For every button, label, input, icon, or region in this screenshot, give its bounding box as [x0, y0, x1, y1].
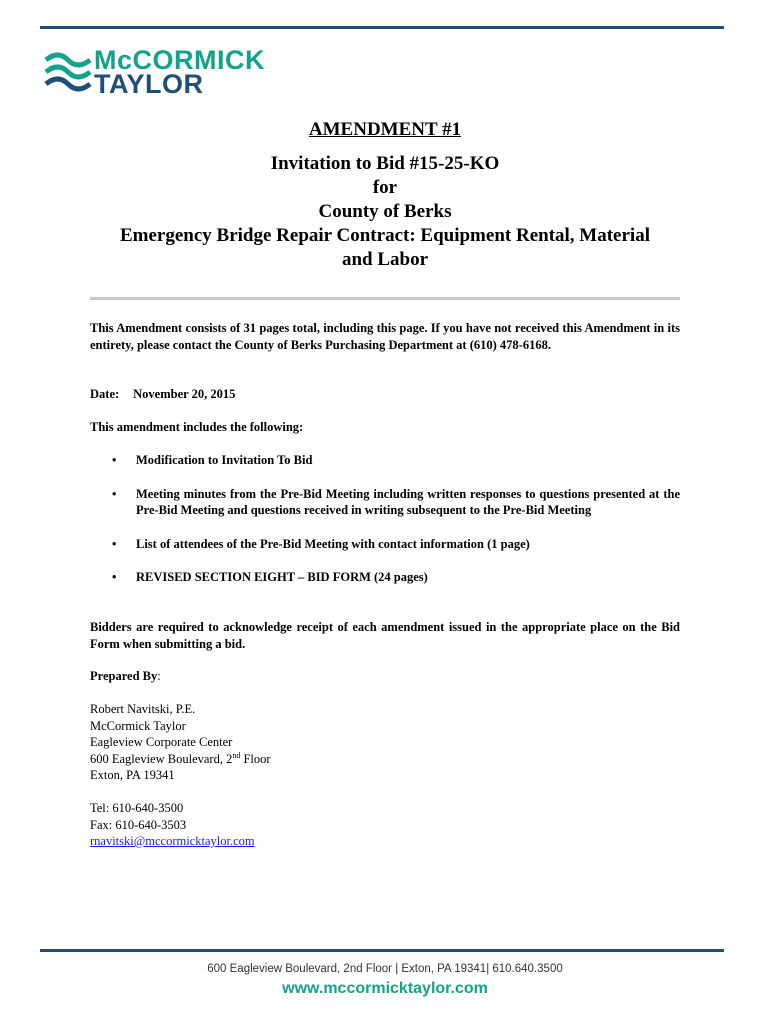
date-line	[90, 386, 680, 403]
includes-heading: This amendment includes the following:	[90, 420, 304, 434]
list-item-text: List of attendees of the Pre-Bid Meeting with contact information (1 page)	[136, 536, 530, 551]
contact-email-link[interactable]: rnavitski@mccormicktaylor.com	[90, 834, 255, 848]
header-rule	[40, 26, 724, 29]
bullet-icon: •	[112, 453, 117, 467]
company-logo	[44, 44, 294, 98]
street-floor: Floor	[240, 751, 271, 766]
contact-fax: Fax: 610-640-3503	[90, 817, 187, 832]
street-ordinal: nd	[232, 750, 241, 760]
prepared-by-colon: :	[157, 669, 161, 683]
intro-paragraph: This Amendment consists of 31 pages total, including this page. If you have not received this Amendment in its entirety, please contact the County of Berks Purchasing Department at (610) 478-6168.	[90, 321, 680, 352]
contact-street	[90, 751, 680, 768]
list-item-text: Meeting minutes from the Pre-Bid Meeting including written responses to questions presented at the Pre-Bid Meeting and questions received in writing subsequent to the Pre-Bid Meeting	[136, 486, 680, 517]
list-item	[90, 486, 680, 519]
title-line-2: for	[372, 177, 398, 198]
bullet-icon: •	[112, 486, 117, 501]
date-label: Date:	[90, 387, 120, 401]
list-item	[90, 536, 680, 553]
logo-text-line1: McCORMICK	[94, 45, 265, 75]
title-line-4: Emergency Bridge Repair Contract: Equipment Rental, Material	[120, 225, 650, 246]
street-text: 600 Eagleview Boulevard, 2	[90, 751, 233, 766]
title-line-3: County of Berks	[318, 201, 452, 222]
title-divider	[90, 297, 680, 300]
bullet-icon: •	[112, 536, 117, 551]
document-title	[80, 118, 690, 272]
title-line-1: Invitation to Bid #15-25-KO	[270, 153, 500, 174]
bullet-icon: •	[112, 570, 117, 584]
date-value: November 20, 2015	[133, 387, 236, 401]
contact-company: McCormick Taylor	[90, 718, 186, 733]
footer-address: 600 Eagleview Boulevard, 2nd Floor | Exton, PA 19341| 610.640.3500	[207, 963, 563, 975]
title-line-5: and Labor	[341, 249, 429, 270]
list-item	[90, 569, 680, 586]
list-item-text: Modification to Invitation To Bid	[136, 453, 313, 467]
list-item	[90, 452, 680, 469]
bidders-note: Bidders are required to acknowledge receipt of each amendment issued in the appropriate place on the Bid Form when submitting a bid.	[90, 620, 680, 651]
contact-building: Eagleview Corporate Center	[90, 735, 233, 749]
amendment-title: AMENDMENT #1	[308, 119, 462, 140]
list-item-text: REVISED SECTION EIGHT – BID FORM (24 pages)	[136, 570, 428, 584]
logo-text-line2: TAYLOR	[94, 69, 204, 99]
contact-city: Exton, PA 19341	[90, 768, 175, 782]
contact-name: Robert Navitski, P.E.	[90, 702, 196, 716]
logo-waves-icon	[44, 46, 92, 96]
prepared-by-heading	[90, 668, 680, 685]
contact-block	[90, 701, 680, 850]
amendment-items-list	[90, 452, 680, 586]
footer-rule	[40, 949, 724, 952]
prepared-by-label: Prepared By	[90, 669, 158, 683]
contact-tel: Tel: 610-640-3500	[90, 801, 184, 815]
footer-website-link[interactable]: www.mccormicktaylor.com	[282, 980, 488, 997]
